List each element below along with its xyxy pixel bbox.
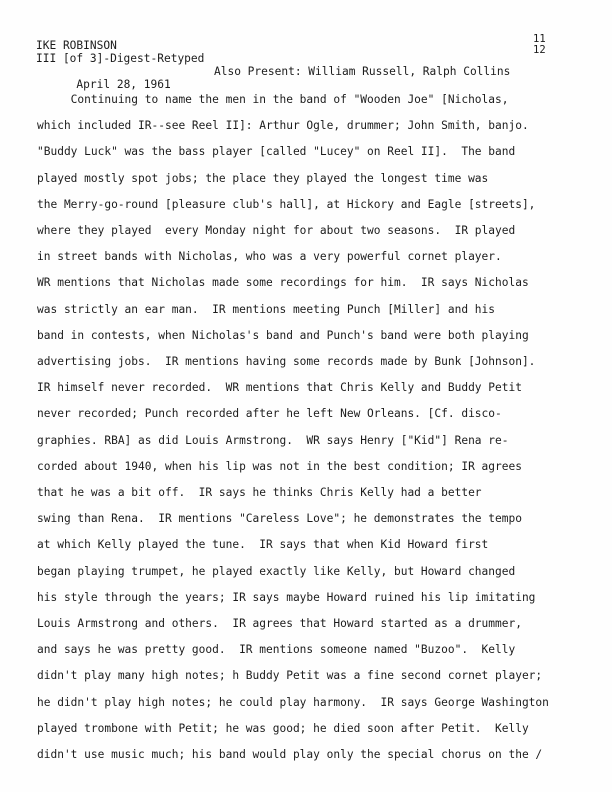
transcript-line: was strictly an ear man. IR mentions meeting Punch [Miller] and his: [37, 302, 496, 316]
transcript-line: Continuing to name the men in the band of "Wooden Joe" [Nicholas,: [37, 93, 509, 106]
also-present: Also Present: William Russell, Ralph Collins: [214, 65, 511, 78]
reel-label: III [of 3]-Digest-Retyped: [36, 52, 205, 65]
page-number-original: 12: [533, 44, 546, 56]
transcript-line: "Buddy Luck" was the bass player [called "Lucey" on Reel II]. The band: [37, 145, 516, 159]
transcript-line: played mostly spot jobs; the place they played the longest time was: [37, 171, 489, 185]
transcript-line: didn't play many high notes; h Buddy Petit was a fine second cornet player;: [37, 669, 543, 683]
transcript-line: he didn't play high notes; he could play harmony. IR says George Washington: [37, 695, 549, 709]
page-number-current: 11: [533, 33, 546, 45]
transcript-line: in street bands with Nicholas, who was a very powerful cornet player.: [37, 250, 502, 264]
transcript-line: swing than Rena. IR mentions "Careless Love"; he demonstrates the tempo: [37, 512, 522, 526]
transcript-line: didn't use music much; his band would play only the special chorus on the /: [37, 748, 543, 761]
transcript-line: advertising jobs. IR mentions having some records made by Bunk [Johnson].: [37, 355, 536, 368]
transcript-line: band in contests, when Nicholas's band and Punch's band were both playing: [37, 328, 529, 342]
transcript-line: which included IR--see Reel II]: Arthur Ogle, drummer; John Smith, banjo.: [37, 119, 529, 133]
transcript-line: and says he was pretty good. IR mentions someone named "Buzoo". Kelly: [37, 643, 516, 657]
transcript-line: corded about 1940, when his lip was not in the best condition; IR agrees: [37, 459, 522, 473]
transcript-line: where they played every Monday night for about two seasons. IR played: [37, 224, 516, 237]
interviewee-name: IKE ROBINSON: [36, 39, 117, 52]
page-number: [533, 34, 546, 56]
transcript-line: the Merry-go-round [pleasure club's hall], at Hickory and Eagle [streets],: [37, 197, 536, 211]
interview-date: April 28, 1961: [76, 78, 171, 91]
transcript-line: began playing trumpet, he played exactly like Kelly, but Howard changed: [37, 564, 516, 578]
transcript-line: at which Kelly played the tune. IR says that when Kid Howard first: [37, 538, 489, 552]
transcript-line: played trombone with Petit; he was good; he died soon after Petit. Kelly: [37, 721, 529, 735]
transcript-line: WR mentions that Nicholas made some recordings for him. IR says Nicholas: [37, 276, 529, 290]
transcript-line: IR himself never recorded. WR mentions that Chris Kelly and Buddy Petit: [37, 381, 522, 395]
transcript-line: Louis Armstrong and others. IR agrees that Howard started as a drummer,: [37, 617, 522, 630]
transcript-line: his style through the years; IR says maybe Howard ruined his lip imitating: [37, 590, 536, 604]
transcript-line: never recorded; Punch recorded after he left New Orleans. [Cf. disco-: [37, 407, 502, 421]
transcript-line: that he was a bit off. IR says he thinks Chris Kelly had a better: [37, 486, 482, 499]
transcript-line: graphies. RBA] as did Louis Armstrong. WR says Henry ["Kid"] Rena re-: [37, 433, 509, 447]
